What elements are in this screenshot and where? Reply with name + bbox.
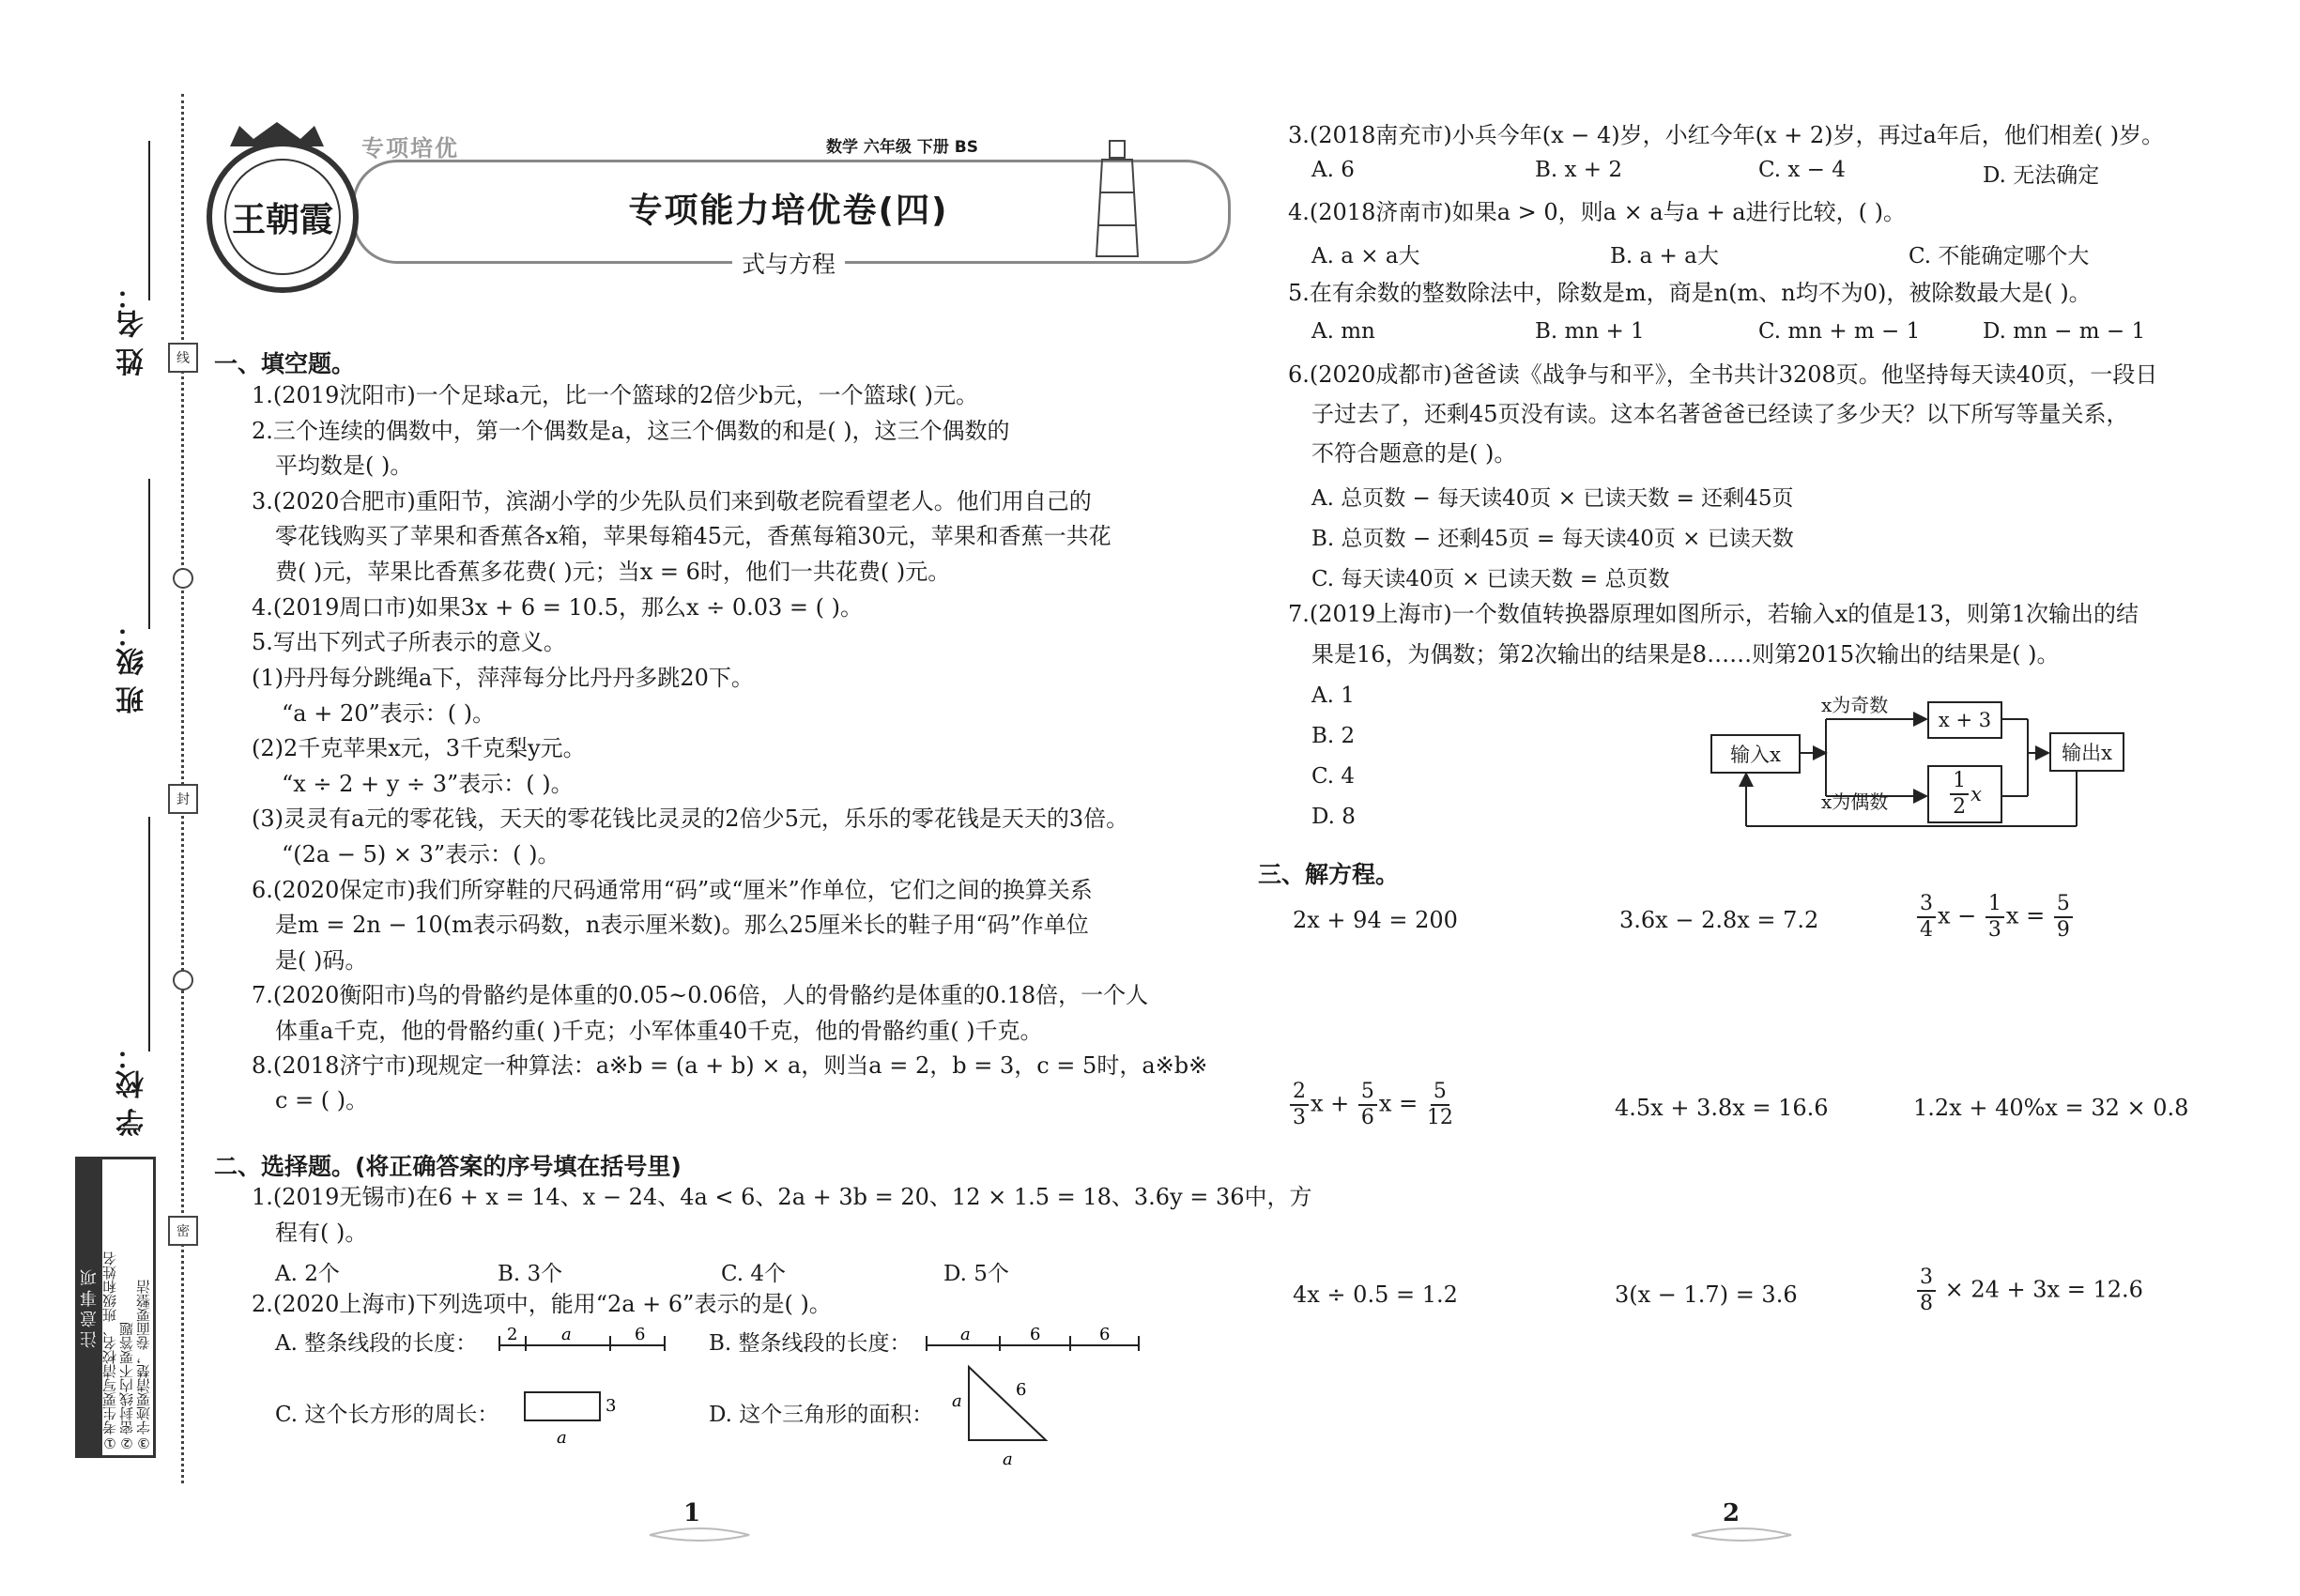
name-label: 姓 名： [116,282,149,376]
fraction-den: 4 [1920,918,1933,942]
fraction-num: 3 [1917,1266,1936,1292]
name-field[interactable] [148,141,150,300]
notice-box [75,1157,156,1458]
section3-title: 三、解方程。 [1258,861,1400,888]
rect-side-label: 3 [606,1396,617,1416]
question-line: (2)2千克苹果x元，3千克梨y元。 [252,735,586,761]
question-line: 7.(2020衡阳市)鸟的骨骼约是体重的0.05~0.06倍，人的骨骼约是体重的0.18倍，一个人 [252,982,1149,1008]
option-d[interactable]: D. 5个 [943,1262,1009,1286]
question-line: 平均数是( )。 [275,453,413,479]
fraction-num: 5 [2054,892,2073,918]
rect-bottom-label: a [557,1428,567,1448]
fraction [1917,1266,1936,1316]
fraction-num: 2 [1290,1080,1309,1106]
fraction-num: 5 [1358,1080,1377,1106]
fraction-den: 8 [1920,1292,1933,1315]
question-line: (1)丹丹每分跳绳a下，萍萍每分比丹丹多跳20下。 [252,665,754,691]
option-c[interactable]: C. 4 [1311,764,1356,789]
equation: 1.2x + 40%x = 32 × 0.8 [1913,1095,2189,1121]
class-field[interactable] [148,479,150,629]
fraction-den: 3 [1293,1106,1306,1129]
eq-rest: × 24 + 3x = 12.6 [1944,1276,2143,1303]
page-ornament [648,1526,751,1544]
equation-fraction [1915,1266,2143,1316]
fraction [1358,1080,1377,1130]
question-line: 5.写出下列式子所表示的意义。 [252,629,566,655]
flow-var: x [1970,783,1982,806]
option-c[interactable]: C. 4个 [721,1262,787,1286]
option-a[interactable]: A. mn [1311,319,1375,344]
tri-left-label: a [952,1391,962,1411]
question-line: 7.(2019上海市)一个数值转换器原理如图所示，若输入x的值是13，则第1次输出的结 [1288,601,2139,627]
question-line: 1.(2019无锡市)在6 + x = 14、x − 24、4a < 6、2a + 3b = 20、12 × 1.5 = 18、3.6y = 36中，方 [252,1184,1312,1210]
notice-item: ②密封线内不要答题 [118,1322,135,1451]
option-a[interactable]: A. 总页数 − 每天读40页 × 已读天数 = 还剩45页 [1311,486,1794,511]
segment-label: 6 [1099,1325,1111,1344]
question-line: “(2a − 5) × 3”表示：( )。 [282,841,560,867]
fraction-den: 6 [1360,1106,1374,1129]
page-subtitle-text: 式与方程 [732,251,845,278]
header-tab: 专项培优 [361,135,459,161]
option-a[interactable]: A. 2个 [275,1262,340,1286]
fraction [1427,1080,1453,1130]
fraction-num: 3 [1917,892,1936,918]
question-line: 是( )码。 [275,947,368,974]
equation: 3(x − 1.7) = 3.6 [1615,1281,1798,1308]
flow-even-op [1927,765,2002,823]
segment-label: 6 [1030,1325,1041,1344]
question-line: 2.三个连续的偶数中，第一个偶数是a，这三个偶数的和是( )，这三个偶数的 [252,418,1010,444]
option-b[interactable]: B. a + a大 [1610,244,1719,269]
option-d[interactable]: D. mn − m − 1 [1983,319,2146,344]
page-ornament [1690,1526,1793,1544]
school-label: 学 校： [116,1042,149,1137]
question-line: 1.(2019沈阳市)一个足球a元，比一个篮球的2倍少b元，一个篮球( )元。 [252,382,978,408]
seal-mark-mi: 密 [168,1216,198,1246]
option-c[interactable]: C. mn + m − 1 [1758,319,1921,344]
option-c[interactable]: C. 这个长方形的周长： [275,1403,499,1427]
question-line: 3.(2018南充市)小兵今年(x − 4)岁，小红今年(x + 2)岁，再过a年后，他们相差( )岁。 [1288,122,2165,148]
fraction [1986,892,2004,943]
option-b[interactable]: B. 2 [1311,724,1356,748]
segment-figure-a [498,1319,667,1357]
class-label: 班 级： [116,620,149,714]
question-line: 程有( )。 [275,1220,368,1246]
notice-title: 注意事项 [78,1159,102,1455]
segment-label: 6 [635,1325,646,1344]
equation-fraction [1915,892,2075,943]
flow-output-box: 输出x [2049,732,2124,772]
flow-odd-op: x + 3 [1927,701,2002,739]
tri-hyp-label: 6 [1016,1380,1027,1400]
question-line: (3)灵灵有a元的零花钱，天天的零花钱比灵灵的2倍少5元，乐乐的零花钱是天天的3倍。 [252,806,1129,832]
question-line: 6.(2020保定市)我们所穿鞋的尺码通常用“码”或“厘米”作单位，它们之间的换算关系 [252,877,1093,903]
segment-label: a [960,1325,971,1344]
equation-fraction [1288,1080,1455,1130]
question-line: 费( )元，苹果比香蕉多花费( )元；当x = 6时，他们一共花费( )元。 [275,559,951,585]
equation: 3.6x − 2.8x = 7.2 [1619,907,1819,933]
segment-label: a [561,1325,572,1344]
segment-label: 2 [507,1325,518,1344]
section2-title: 二、选择题。(将正确答案的序号填在括号里) [214,1153,682,1180]
fraction [1290,1080,1309,1130]
fraction-num: 1 [1950,769,1969,795]
notice-item: ①考生要写清校名、班级和姓名 [101,1251,118,1451]
seal-mark-xian: 线 [168,343,198,373]
option-d[interactable]: D. 无法确定 [1983,163,2100,188]
notice-item: ③字迹要清楚，卷面要整洁 [135,1280,152,1451]
option-b[interactable]: B. 3个 [498,1262,563,1286]
eq-op: x − [1938,902,1977,929]
header-meta: 数学 六年级 下册 BS [826,138,978,157]
question-line: 2.(2020上海市)下列选项中，能用“2a + 6”表示的是( )。 [252,1291,832,1317]
question-line: 5.在有余数的整数除法中，除数是m，商是n(m、n均不为0)，被除数最大是( )。 [1288,280,2092,306]
fraction-num: 1 [1986,892,2004,918]
fraction [1917,892,1936,943]
equation: 4.5x + 3.8x = 16.6 [1615,1095,1829,1121]
question-line: 体重a千克，他的骨骼约重( )千克；小军体重40千克，他的骨骼约重( )千克。 [275,1018,1043,1044]
seal-circle-icon [173,568,193,589]
page-number-right: 2 [1723,1499,1740,1527]
question-line: 4.(2019周口市)如果3x + 6 = 10.5，那么x ÷ 0.03 = ( )。 [252,594,864,621]
option-a[interactable]: A. 6 [1311,158,1355,182]
triangle-figure [948,1359,1070,1472]
page-title: 专项能力培优卷(四) [628,192,949,230]
equation: 2x + 94 = 200 [1293,907,1458,933]
option-c[interactable]: C. x − 4 [1758,158,1846,182]
option-c[interactable]: C. 每天读40页 × 已读天数 = 总页数 [1311,567,1670,591]
section1-title: 一、填空题。 [214,350,356,377]
question-line: 3.(2020合肥市)重阳节，滨湖小学的少先队员们来到敬老院看望老人。他们用自己的 [252,488,1092,514]
fraction [2054,892,2073,943]
question-line: 是m = 2n − 10(m表示码数，n表示厘米数)。那么25厘米长的鞋子用“码”作单位 [275,912,1089,938]
question-line: c = ( )。 [275,1087,369,1113]
option-d[interactable]: D. 8 [1311,805,1356,829]
eq-op: x = [1378,1090,1418,1117]
page-number-left: 1 [683,1499,701,1527]
option-d[interactable]: D. 这个三角形的面积： [709,1403,934,1427]
eq-op: x + [1311,1090,1350,1117]
option-b[interactable]: B. x + 2 [1535,158,1623,182]
question-line: “x ÷ 2 + y ÷ 3”表示：( )。 [282,771,574,797]
brand-logo [207,141,359,293]
option-a[interactable]: A. 整条线段的长度： [275,1331,478,1356]
option-a[interactable]: A. a × a大 [1311,244,1420,269]
question-line: 8.(2018济宁市)现规定一种算法：a※b = (a + b) × a，则当a = 2，b = 3，c = 5时，a※b※ [252,1052,1208,1079]
option-b[interactable]: B. 总页数 − 还剩45页 = 每天读40页 × 已读天数 [1311,527,1794,551]
seal-circle-icon [173,970,193,990]
question-line: 6.(2020成都市)爸爸读《战争与和平》，全书共计3208页。他坚持每天读40页，一段日 [1288,361,2158,388]
fraction-den: 9 [2056,918,2070,942]
fraction-num: 5 [1431,1080,1449,1106]
question-line: 子过去了，还剩45页没有读。这本名著爸爸已经读了多少天？以下所写等量关系， [1311,401,2129,427]
equation: 4x ÷ 0.5 = 1.2 [1293,1281,1458,1308]
segment-figure-b [925,1319,1141,1357]
option-c[interactable]: C. 不能确定哪个大 [1909,244,2090,269]
option-b[interactable]: B. mn + 1 [1535,319,1645,344]
school-field[interactable] [148,817,150,1051]
seal-mark-feng: 封 [168,784,198,814]
eq-op: x = [2005,902,2046,929]
fraction-den: 12 [1426,1106,1453,1129]
question-line: 4.(2018济南市)如果a > 0，则a × a与a + a进行比较，( )。 [1288,199,1906,225]
option-b[interactable]: B. 整条线段的长度： [709,1331,912,1356]
question-line: 果是16，为偶数；第2次输出的结果是8……则第2015次输出的结果是( )。 [1311,641,2060,668]
option-a[interactable]: A. 1 [1311,683,1355,708]
rectangle-figure [521,1385,624,1450]
fraction-den: 2 [1953,795,1967,819]
question-line: 零花钱购买了苹果和香蕉各x箱，苹果每箱45元，香蕉每箱30元，苹果和香蕉一共花 [275,523,1112,549]
flow-odd-label: x为奇数 [1821,694,1889,716]
question-line: “a + 20”表示：( )。 [282,700,496,727]
question-line: 不符合题意的是( )。 [1311,440,1517,467]
fraction [1950,769,1969,820]
page-subtitle [352,246,1225,280]
flow-input-box: 输入x [1710,734,1801,774]
flow-even-label: x为偶数 [1821,790,1889,813]
fraction-den: 3 [1987,918,2001,942]
brand-logo-text: 王朝霞 [224,159,341,275]
tri-bottom-label: a [1003,1450,1013,1469]
